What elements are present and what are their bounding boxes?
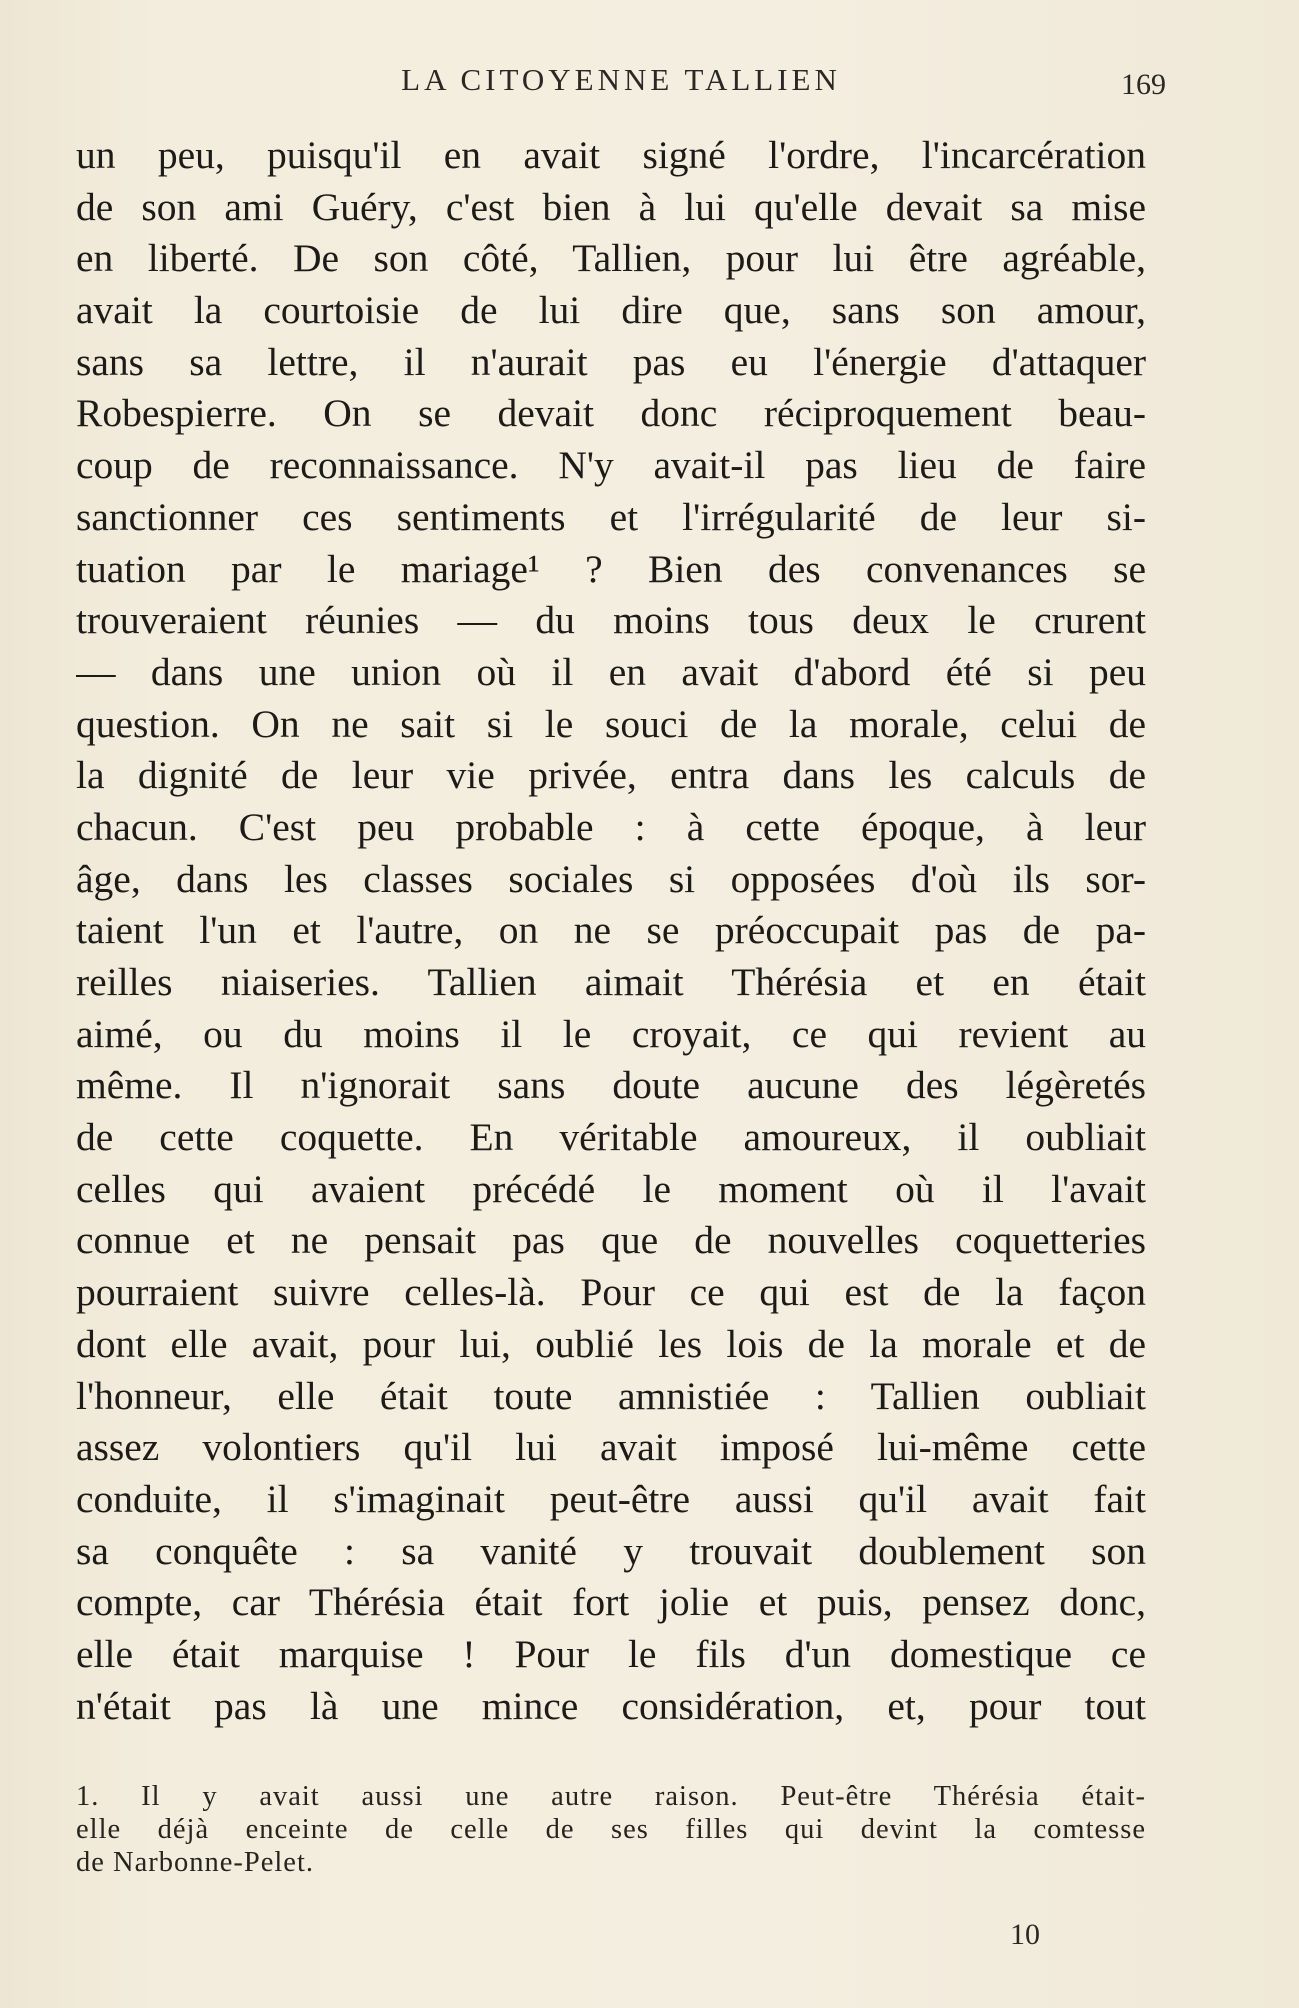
- text-line: question. On ne sait si le souci de la morale, celui de: [76, 701, 1146, 746]
- text-line: — dans une union où il en avait d'abord été si peu: [76, 649, 1146, 694]
- text-line: tuation par le mariage¹ ? Bien des convenances se: [76, 546, 1146, 591]
- text-line: même. Il n'ignorait sans doute aucune des légèretés: [76, 1063, 1146, 1108]
- text-line: elle était marquise ! Pour le fils d'un domestique ce: [76, 1631, 1146, 1676]
- footnote-line: 1. Il y avait aussi une autre raison. Peut-être Thérésia était-: [76, 1781, 1146, 1812]
- text-line: âge, dans les classes sociales si opposées d'où ils sor-: [76, 856, 1146, 901]
- footnote: [76, 1780, 1146, 1879]
- text-line: sa conquête : sa vanité y trouvait doublement son: [76, 1528, 1146, 1573]
- text-line: coup de reconnaissance. N'y avait-il pas lieu de faire: [76, 443, 1146, 488]
- text-line: de cette coquette. En véritable amoureux, il oubliait: [76, 1115, 1146, 1160]
- signature-mark: 10: [1010, 1918, 1040, 1951]
- footnote-line: de Narbonne-Pelet.: [76, 1847, 314, 1878]
- body-text: [76, 130, 1146, 1732]
- text-line: un peu, puisqu'il en avait signé l'ordre, l'incarcération: [76, 133, 1146, 177]
- text-line: n'était pas là une mince considération, et, pour tout: [76, 1683, 1146, 1728]
- text-line: connue et ne pensait pas que de nouvelles coquetteries: [76, 1218, 1146, 1263]
- footnote-line: elle déjà enceinte de celle de ses filles qui devint la comtesse: [76, 1814, 1146, 1845]
- text-line: Robespierre. On se devait donc réciproquement beau-: [76, 391, 1146, 436]
- text-line: taient l'un et l'autre, on ne se préoccupait pas de pa-: [76, 908, 1146, 953]
- running-head: LA CITOYENNE TALLIEN: [401, 62, 841, 97]
- text-line: l'honneur, elle était toute amnistiée : Tallien oubliait: [76, 1373, 1146, 1418]
- text-line: avait la courtoisie de lui dire que, sans son amour,: [76, 288, 1146, 333]
- page-number: 169: [1121, 68, 1166, 101]
- text-line: trouveraient réunies — du moins tous deux le crurent: [76, 598, 1146, 643]
- text-line: de son ami Guéry, c'est bien à lui qu'elle devait sa mise: [76, 184, 1146, 229]
- text-line: assez volontiers qu'il lui avait imposé lui-même cette: [76, 1425, 1146, 1470]
- text-line: sanctionner ces sentiments et l'irrégularité de leur si-: [76, 494, 1146, 539]
- text-line: conduite, il s'imaginait peut-être aussi qu'il avait fait: [76, 1476, 1146, 1521]
- text-line: aimé, ou du moins il le croyait, ce qui revient au: [76, 1011, 1146, 1056]
- text-line: sans sa lettre, il n'aurait pas eu l'énergie d'attaquer: [76, 339, 1146, 384]
- text-line: en liberté. De son côté, Tallien, pour lui être agréable,: [76, 236, 1146, 281]
- text-line: celles qui avaient précédé le moment où il l'avait: [76, 1166, 1146, 1211]
- page-header: [76, 62, 1166, 112]
- text-line: pourraient suivre celles-là. Pour ce qui est de la façon: [76, 1270, 1146, 1315]
- text-line: compte, car Thérésia était fort jolie et puis, pensez donc,: [76, 1580, 1146, 1625]
- text-line: dont elle avait, pour lui, oublié les lois de la morale et de: [76, 1321, 1146, 1366]
- text-line: la dignité de leur vie privée, entra dans les calculs de: [76, 753, 1146, 798]
- text-line: chacun. C'est peu probable : à cette époque, à leur: [76, 804, 1146, 849]
- text-line: reilles niaiseries. Tallien aimait Thérésia et en était: [76, 960, 1146, 1004]
